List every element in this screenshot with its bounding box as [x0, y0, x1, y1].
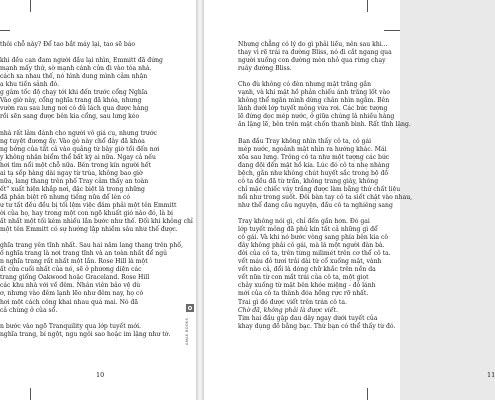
crop-mark: [30, 0, 31, 12]
text-line: nữa, lang thang trên phố Tray cảm thấy an toàn: [0, 177, 149, 185]
text-line: vườn rau sau lưng nơi có đủ lách qua được hàng: [0, 105, 149, 113]
text-line: mới của cô ta thành đóa hồng rực rỡ nhất.: [238, 290, 369, 298]
text-line: n nghĩa trang rất nhất một lần. Rose Hill là một: [0, 258, 148, 266]
text-line: ời của họ, hay trong một con ngõ khuất gió nào đó, là bị: [0, 209, 173, 217]
text-line: ết" xuất hiện khắp nơi, đặc biệt là trong những: [0, 185, 145, 193]
text-line: Tray không nói gì, chỉ đến gần hơn. Đó gai: [238, 218, 370, 226]
left-page-number: 10: [96, 371, 105, 379]
text-line: lẽ đứng dọc mép nước, ở giữa chúng là nhiều hàng: [238, 113, 395, 121]
text-line: nổi như trong suốt. Đôi bàn tay cô ta siết chặt vào nhau,: [238, 193, 413, 201]
text-line: [238, 130, 400, 138]
text-line: mép nước, ngoảnh mặt nhìn ra hướng khác. Mái: [238, 145, 387, 153]
text-line: thôi chỗ này? Để tao bắt máy lại, tao sẽ báo: [0, 41, 136, 48]
text-line: nhà rất lảm đánh cho người vô giá cụ, nhưng trước: [0, 129, 157, 137]
text-line: cô gái. Và khi nó bước vòng sang phía bên kia cô: [238, 234, 389, 242]
text-line: Vào giờ này, cổng nghĩa trang đã khóa, nhưng: [0, 97, 142, 105]
text-line: Trai gì đó được viết trên trán cô ta.: [238, 298, 347, 306]
text-line: cách xa nhau thế, nó hình dung mình cảm nhận: [0, 73, 148, 81]
text-line: rồi sẽn sang được bên kia cổng, sau lưng kéo: [0, 113, 140, 121]
text-line: Cho đù không có đèn nhưng mặt trăng gần: [238, 81, 372, 89]
text-line: xõa sau lưng. Trông cô ta như một tượng các bức: [238, 153, 390, 161]
text-line: vết nữa từ con mắt trái của cô ta, một giọt: [238, 274, 369, 282]
text-line: ất nhất một tối kém nhiều lần bước như thế. Đối khi không chỉ: [0, 218, 193, 226]
text-line: vết máu đỏ tươi trải dài từ cổ xuống mặt, vành: [238, 258, 382, 266]
text-line: n bước vào ngõ Tranquility qua lớp tuyết mới.: [0, 322, 141, 330]
text-line: ng tuyệt đương ấy. Vào gò này chổ đây đã khóa: [0, 137, 145, 145]
text-line: [0, 49, 185, 57]
publisher-logo-icon: [186, 304, 194, 312]
crop-mark: [0, 30, 10, 31]
text-line: y không nhận biểm thể bất kỳ ai nữa. Ngay cả nếu: [0, 153, 156, 161]
text-line: Nhưng chẳng có lý do gì phải liều, nên sau khi...: [238, 41, 388, 48]
crop-mark: [367, 0, 368, 12]
text-line: vết nào cả, đổi là dòng chữ khắc trên nền da: [238, 266, 376, 274]
text-line: người xuống con đường mòn nhỏ qua rừng chạy: [238, 57, 386, 65]
text-line: g gâm tốc độ chạy tới khi đến trước cổng Nghĩa: [0, 89, 148, 97]
text-line: Chờ đã, không phải là được viết.: [238, 306, 338, 314]
text-line: [238, 210, 400, 218]
text-line: cô ta đều đã từ trần, không trang giày, không: [238, 177, 379, 185]
text-line: hơi tìm nổi một chỗ nữa. Bên trong kín người hết: [0, 161, 151, 169]
text-line: [0, 121, 185, 129]
text-line: chảy xuống từ mặt bên khóe miệng - đỏ lánh: [238, 282, 376, 290]
crop-mark: [30, 388, 31, 400]
text-line: hơi một cách công khai nhau quá mai. Nó đã: [0, 298, 139, 306]
right-page-body-text: [238, 41, 413, 331]
text-line: cả chùng ở của sổ.: [0, 306, 58, 314]
text-line: khay dụng đồ bằng bạc. Thứ bạn có thể thấy từ đó.: [238, 322, 396, 330]
text-line: không thể ngăn mình dừng chân nhìn ngắm. Bên: [238, 97, 390, 105]
text-line: lành dưới lớp tuyết mỏng vừa rơi. Các bức tượng: [238, 105, 388, 113]
text-line: một tên Emmitt có sự hướng lập nhiềm sâu như thế được.: [0, 226, 178, 234]
text-line: mạnh mấy thứ, sờ mạnh cánh cửa đi vào tòa nhà.: [0, 65, 152, 73]
publisher-brand: AMAK BOOKS: [185, 317, 189, 345]
text-line: Bạn đầu Tray không nhìn thấy cô ta, cô gái: [238, 137, 372, 145]
text-line: [0, 315, 185, 323]
text-line: ất cửa cuối nhất của nó, sẽ ở phương diện các: [0, 266, 142, 274]
text-line: Tim hai đầu gặp đau dây ngay dưới tuyết của: [238, 314, 378, 322]
text-line: đời của cô ta, trên từng milimét trên cơ thể cô ta.: [238, 250, 391, 258]
book-gutter: [196, 0, 204, 400]
text-line: vạnh, và khi mặt hồ phản chiếu ánh trăng lốt vào: [238, 89, 390, 97]
text-line: [0, 234, 185, 242]
text-line: ai tạ sếp hàng dài ngay từ trùa, không bao giờ: [0, 169, 143, 177]
text-line: thay vì rẽ trái ra đường Bliss, nó đi cắt ngang qua: [238, 49, 392, 57]
text-line: trang giống Oakwood hoặc Graceland. Rose Hill: [0, 274, 150, 282]
text-line: như thể đang cầu nguyện, đầu cô ta nghiêng sang: [238, 201, 393, 209]
right-page-number: 11: [487, 371, 495, 379]
text-line: đang đội đến mặt hồ kia. Lúc đó cô ta nhẹ nhàng: [238, 161, 390, 169]
right-page: [204, 0, 495, 400]
text-line: chỉ mặc chiếc váy trắng được làm bằng thứ chất liệu: [238, 185, 401, 193]
text-line: ăn lặng lẽ, bên trên mặt chốn thanh bình. Rất tĩnh lặng.: [238, 121, 411, 129]
text-line: đã phân biệt rõ nhưng tiếng nữa để lén có: [0, 193, 131, 201]
text-line: ố nghĩa trang là nơi trang tĩnh và an toàn nhất để ngủ: [0, 250, 168, 258]
text-line: ư tư tất đều đều bị tối lệm việc đâm phải một tên Emmitt: [0, 201, 177, 209]
text-line: lớp tuyết mỏng đã phủ kín tất cả những gì để: [238, 226, 378, 234]
text-line: ruây đường Bliss.: [238, 65, 292, 73]
text-line: ơ, nhưng vào đêm lạnh lẽo như đêm nay, họ có: [0, 290, 144, 298]
text-line: bệch, gần như không chút huyết sắc trong bộ đồ: [238, 169, 389, 177]
text-line: ng bởng của tất cả vào quảng từ bây giờ tối đến nơi: [0, 145, 160, 153]
left-page: [0, 0, 196, 400]
text-line: đây không phải cô gái, mà là một người đàn bà.: [238, 242, 385, 250]
text-line: nghĩa trang, bí ngột, ngu ngôi sao hoặc im lặng như tờ.: [0, 330, 171, 338]
text-line: khi đều cạn đam người đầu lại nhìn, Emmitt đã đứng: [0, 57, 163, 65]
publisher-imprint: [185, 304, 195, 348]
text-line: ghĩa trang yên tĩnh nhất. Sau hai năm lang thang trên phố,: [0, 242, 183, 250]
crop-mark: [384, 30, 400, 31]
text-line: a khu tiền sảnh đó.: [0, 81, 60, 89]
crop-mark: [367, 388, 368, 400]
text-line: các khu nhà với về đêm. Nhân viên bảo vệ dù: [0, 282, 141, 290]
